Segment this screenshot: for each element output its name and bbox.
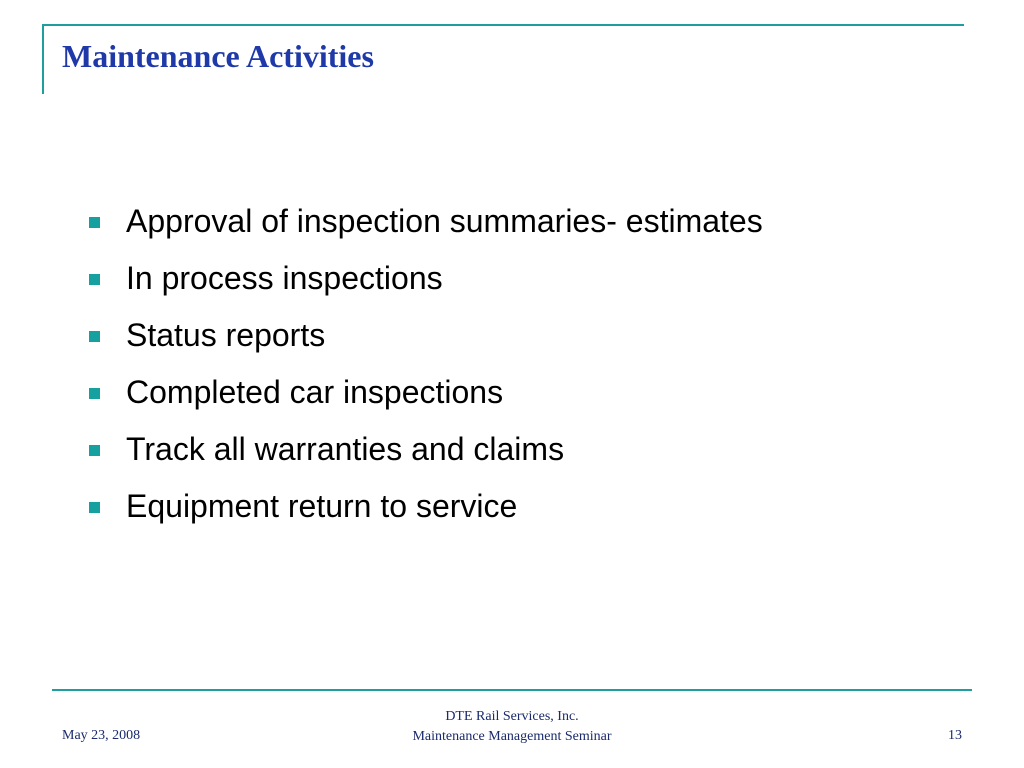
square-bullet-icon: [89, 388, 100, 399]
bullet-item: [88, 364, 763, 421]
bullet-text: Track all warranties and claims: [126, 431, 565, 467]
bullet-text: Approval of inspection summaries- estimates: [126, 203, 763, 239]
footer-event: Maintenance Management Seminar: [412, 729, 612, 744]
square-bullet-icon: [89, 445, 100, 456]
footer-date: May 23, 2008: [62, 728, 141, 743]
title-frame-top-line: [42, 24, 964, 26]
bullet-item: [88, 193, 763, 250]
square-bullet-icon: [89, 502, 100, 513]
footer-divider: [52, 689, 972, 691]
bullet-text: Completed car inspections: [126, 374, 504, 410]
bullet-item: [88, 421, 763, 478]
footer-center-text: [362, 707, 662, 747]
bullet-text: In process inspections: [126, 260, 443, 296]
footer-company: DTE Rail Services, Inc.: [445, 709, 579, 724]
bullet-text: Status reports: [126, 317, 326, 353]
square-bullet-icon: [89, 217, 100, 228]
square-bullet-icon: [89, 331, 100, 342]
page-number: 13: [948, 728, 962, 743]
bullet-item: [88, 478, 763, 535]
square-bullet-icon: [89, 274, 100, 285]
bullet-list: [88, 193, 763, 535]
title-frame-left-line: [42, 24, 44, 94]
slide-title: Maintenance Activities: [62, 38, 374, 74]
bullet-item: [88, 250, 763, 307]
bullet-item: [88, 307, 763, 364]
bullet-text: Equipment return to service: [126, 488, 518, 524]
